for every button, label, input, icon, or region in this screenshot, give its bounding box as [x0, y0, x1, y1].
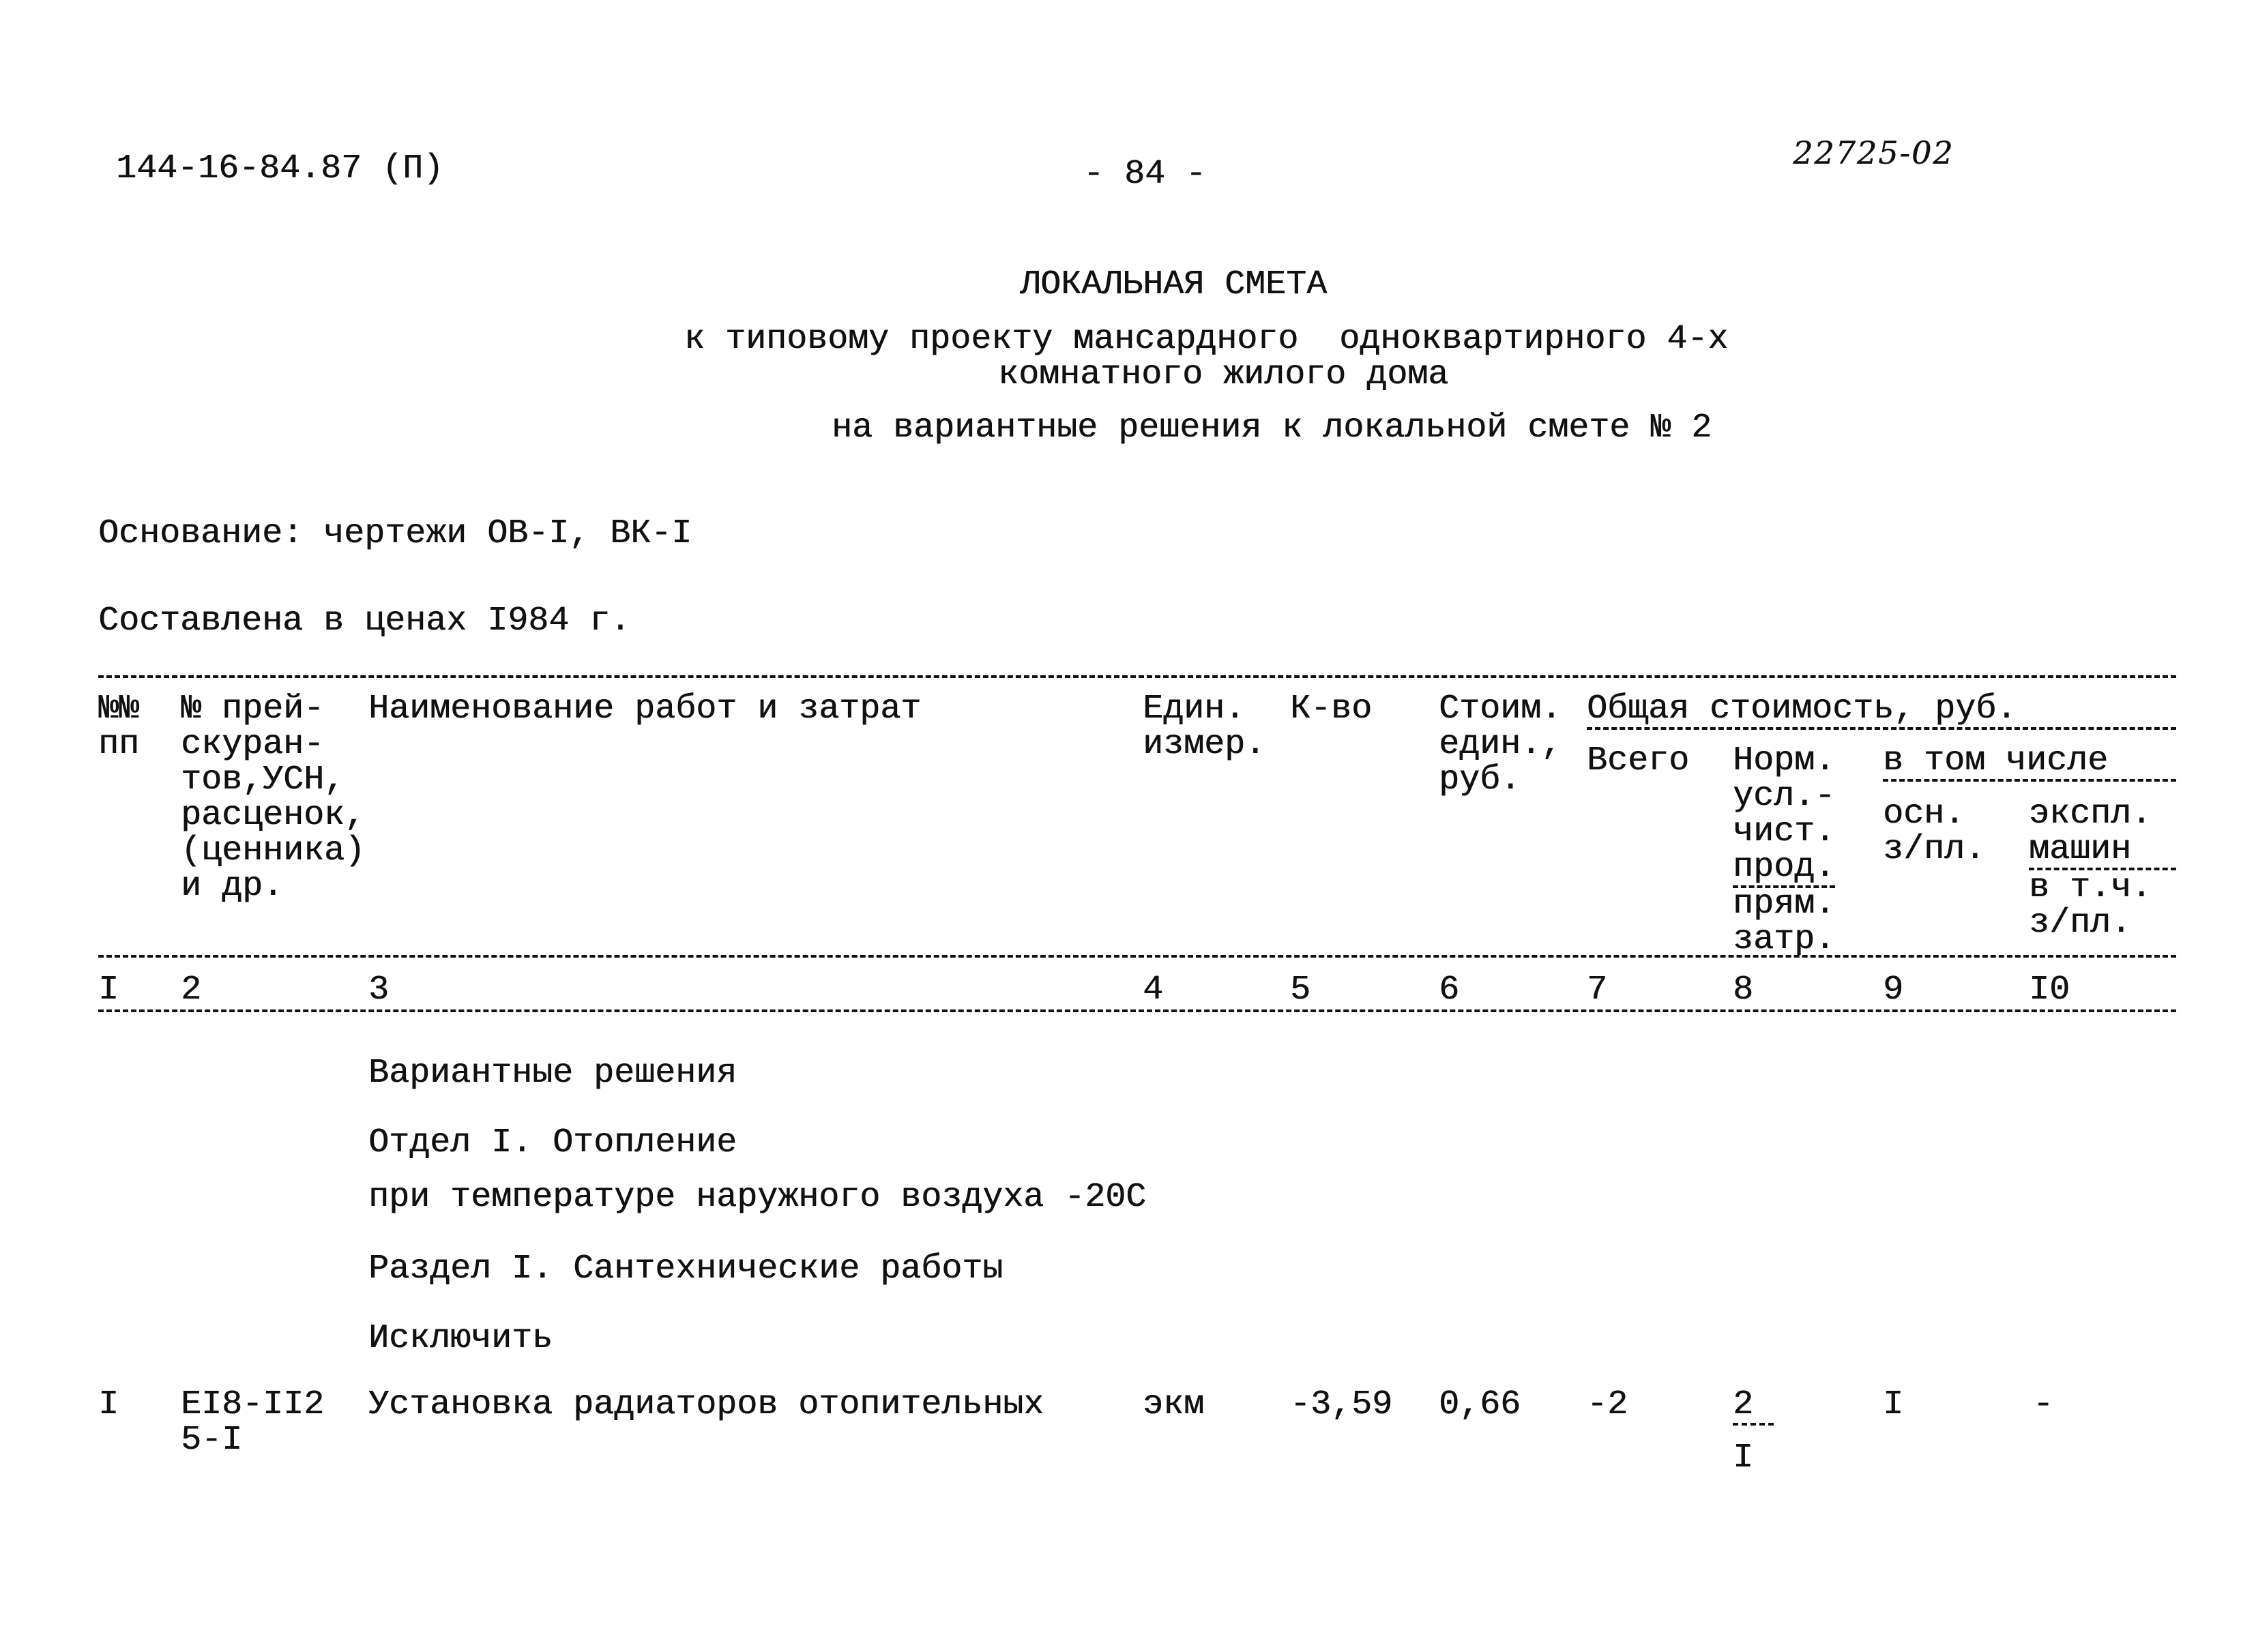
row-code: EI8-II2 5-I — [181, 1385, 325, 1460]
document-title: ЛОКАЛЬНАЯ СМЕТА — [1020, 265, 1328, 304]
row-total: -2 — [1587, 1385, 1628, 1424]
numbers-bottom-rule — [98, 1009, 2176, 1012]
col-header-5: К-во — [1290, 690, 1373, 728]
row-norm-top: 2 — [1733, 1387, 1774, 1426]
section-heading: Раздел I. Сантехнические работы — [368, 1250, 1004, 1288]
col-header-9: осн. з/пл. — [1883, 795, 1986, 869]
section-heading: Отдел I. Отопление — [368, 1123, 737, 1162]
basis-text: Основание: чертежи ОВ-I, ВК-I — [98, 514, 692, 553]
col-header-7: Всего — [1587, 741, 1690, 780]
subtitle-line-1: к типовому проекту мансардного одноквартирного 4-х — [684, 320, 1729, 359]
col-group-including: в том числе — [1883, 743, 2176, 782]
col-number-7: 7 — [1587, 971, 1608, 1009]
col-header-10c: в т.ч. з/пл. — [2029, 868, 2152, 943]
section-heading: при температуре наружного воздуха -20С — [368, 1178, 1147, 1217]
section-heading: Исключить — [368, 1319, 553, 1358]
subtitle-line-2: комнатного жилого дома — [998, 355, 1449, 394]
col-header-8a: Норм. усл.- чист. — [1733, 741, 1836, 851]
document-code: 144-16-84.87 (П) — [116, 149, 444, 188]
subtitle-line-3: на вариантные решения к локальной смете № 2 — [832, 409, 1712, 447]
row-machines: - — [2033, 1385, 2054, 1424]
header-bottom-rule — [98, 955, 2176, 958]
page-number: - 84 - — [1083, 155, 1207, 194]
col-header-4: Един. измер. — [1143, 690, 1266, 764]
col-group-total-cost: Общая стоимость, руб. — [1587, 692, 2176, 730]
col-header-10b: машин — [2029, 832, 2176, 870]
col-header-10a: экспл. — [2029, 795, 2152, 834]
row-unit: экм — [1143, 1385, 1205, 1424]
row-norm-bottom: I — [1733, 1439, 1754, 1477]
archive-stamp-number: 22725-02 — [1793, 134, 1954, 171]
row-number: I — [98, 1385, 119, 1424]
col-number-8: 8 — [1733, 971, 1754, 1009]
col-header-8c: прям. затр. — [1733, 885, 1836, 959]
col-number-6: 6 — [1439, 971, 1460, 1009]
col-header-3: Наименование работ и затрат — [368, 690, 922, 728]
table-top-rule — [98, 675, 2176, 678]
col-number-2: 2 — [181, 971, 202, 1009]
col-number-10: I0 — [2029, 971, 2070, 1009]
section-heading: Вариантные решения — [368, 1054, 737, 1093]
col-header-2: № прей- скуран- тов,УСН, расценок, (ценника) и др. — [181, 690, 366, 906]
col-header-1: №№ пп — [98, 690, 140, 764]
col-header-6: Стоим. един., руб. — [1439, 690, 1562, 799]
col-number-4: 4 — [1143, 971, 1164, 1009]
row-wage: I — [1883, 1385, 1904, 1424]
col-header-8b: прод. — [1733, 848, 1836, 887]
row-quantity: -3,59 — [1290, 1385, 1393, 1424]
prices-text: Составлена в ценах I984 г. — [98, 602, 631, 640]
col-number-3: 3 — [368, 971, 390, 1009]
row-unit-price: 0,66 — [1439, 1385, 1521, 1424]
col-number-5: 5 — [1290, 971, 1311, 1009]
row-name: Установка радиаторов отопительных — [368, 1385, 1044, 1424]
col-number-9: 9 — [1883, 971, 1904, 1009]
col-number-1: I — [98, 971, 119, 1009]
